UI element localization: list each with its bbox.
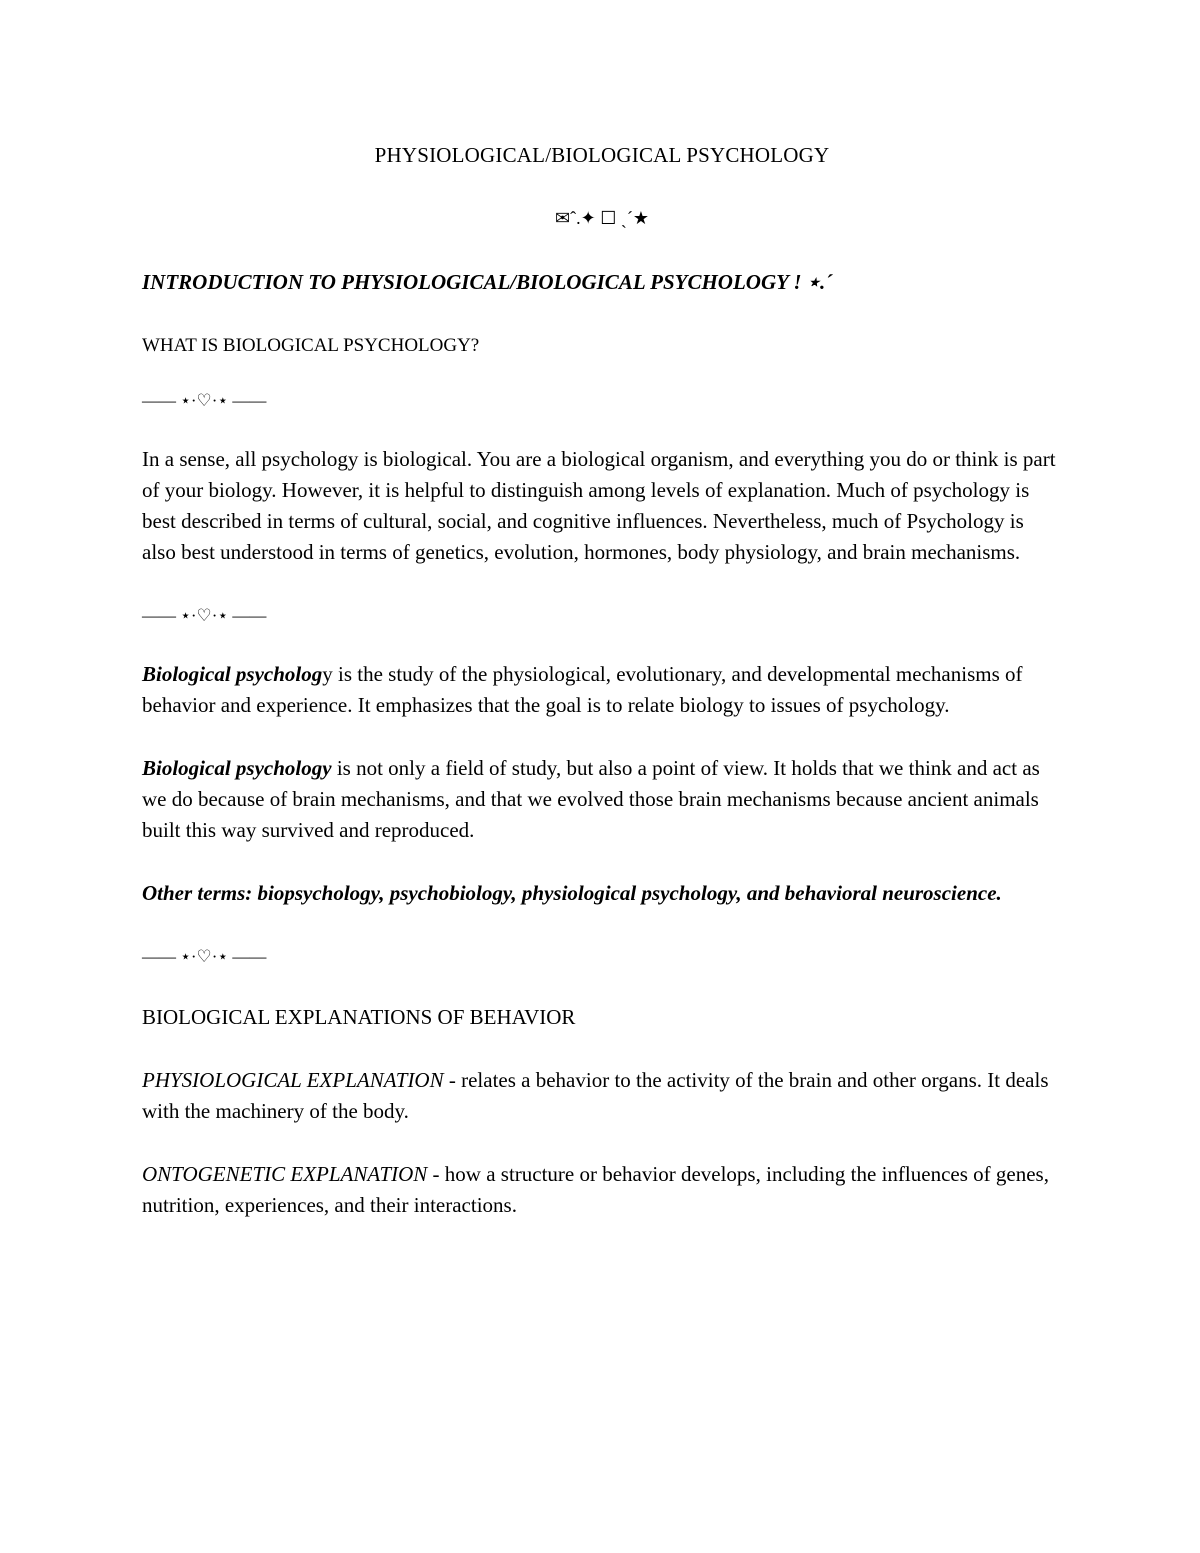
intro-heading: INTRODUCTION TO PHYSIOLOGICAL/BIOLOGICAL PSYCHOLOGY ! ⋆.ˊ [142,270,833,294]
definition-term: Biological psycholog [142,662,323,686]
ontogenetic-explanation [142,1159,1062,1221]
definition-text: y is the study of the physiological, evolutionary, and developmental mechanisms of behavior and experience. It emphasizes that the goal is to relate biology to issues of psychology. [142,662,1023,717]
other-terms-paragraph: Other terms: biopsychology, psychobiology, physiological psychology, and behavioral neuroscience. [142,881,1002,905]
divider-3: —— ⋆·♡·⋆ —— [142,947,267,966]
point-of-view-paragraph [142,753,1062,846]
decorative-symbols: ✉ˆ.✦ ☐ ˎˊ★ [555,208,649,228]
point-of-view-text: is not only a field of study, but also a point of view. It holds that we think and act as we do because of brain mechanisms, and that we evolved those brain mechanisms because ancient animals built this way survived and reproduced. [142,756,1040,842]
question-heading: WHAT IS BIOLOGICAL PSYCHOLOGY? [142,335,480,356]
document-title: PHYSIOLOGICAL/BIOLOGICAL PSYCHOLOGY [374,143,830,167]
physiological-label: PHYSIOLOGICAL EXPLANATION [142,1068,444,1092]
ontogenetic-text: - how a structure or behavior develops, including the influences of genes, nutrition, experiences, and their interactions. [142,1162,1049,1217]
document-body [142,140,1062,1221]
definition-paragraph [142,659,1062,721]
section-heading: BIOLOGICAL EXPLANATIONS OF BEHAVIOR [142,1005,576,1029]
intro-paragraph: In a sense, all psychology is biological. You are a biological organism, and everything you do or think is part of your biology. However, it is helpful to distinguish among levels of explanation. Much of psychology is best described in terms of cultural, social, and cognitive influences. Nevertheless, much of Psychology is also best understood in terms of genetics, evolution, hormones, body physiology, and brain mechanisms. [142,447,1056,564]
physiological-text: - relates a behavior to the activity of the brain and other organs. It deals with the machinery of the body. [142,1068,1049,1123]
point-of-view-term: Biological psychology [142,756,332,780]
ontogenetic-label: ONTOGENETIC EXPLANATION [142,1162,428,1186]
divider-2: —— ⋆·♡·⋆ —— [142,606,267,625]
physiological-explanation [142,1065,1062,1127]
divider-1: —— ⋆·♡·⋆ —— [142,391,267,410]
